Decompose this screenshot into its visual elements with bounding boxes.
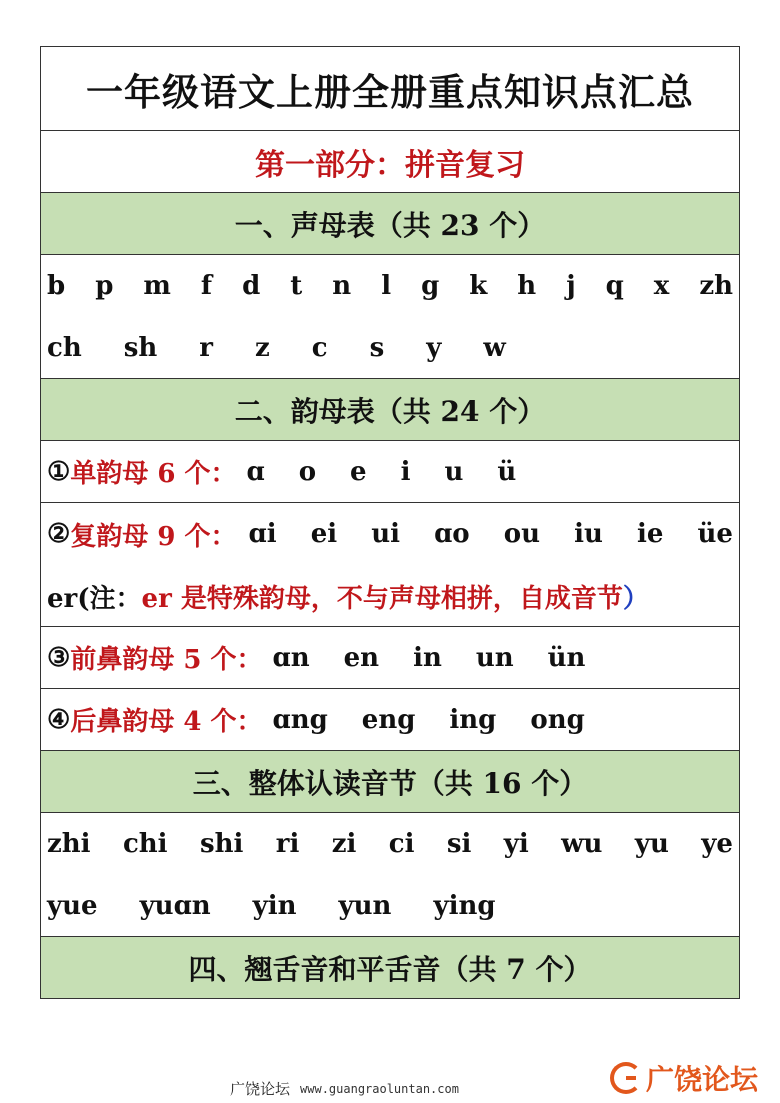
pinyin-item: in [413, 642, 442, 673]
pinyin-item: ü [497, 456, 517, 487]
pinyin-item: yue [47, 891, 98, 921]
pinyin-item: z [254, 333, 270, 363]
pinyin-item: ei [310, 519, 338, 549]
pinyin-item: ɑ [246, 456, 265, 487]
pinyin-item: ün [547, 642, 586, 673]
pinyin-item: k [469, 271, 488, 301]
pinyin-item: ing [449, 704, 497, 735]
syllables-row-1 [41, 813, 739, 875]
item-number: ③ [47, 642, 71, 673]
pinyin-item: zi [331, 829, 357, 859]
item-number: ② [47, 519, 71, 549]
pinyin-item: l [381, 271, 392, 301]
compound-finals-label: 复韵母 9 个： [70, 521, 237, 552]
pinyin-item: shi [199, 829, 244, 859]
footer-site: 广饶论坛 [230, 1080, 291, 1098]
compound-finals-note [41, 565, 739, 627]
pinyin-item: ɑng [272, 704, 328, 735]
pinyin-item: b [47, 271, 66, 301]
compound-finals-label-group [47, 516, 237, 553]
pinyin-item: ci [388, 829, 415, 859]
single-finals-values [247, 457, 551, 487]
pinyin-item: ou [503, 519, 540, 549]
pinyin-item: ong [530, 704, 585, 735]
syllables-row-2 [41, 875, 739, 937]
front-nasal-values [273, 643, 620, 673]
pinyin-item: c [311, 333, 328, 363]
pinyin-item: zh [699, 271, 733, 301]
pinyin-item: si [446, 829, 472, 859]
pinyin-item: i [400, 456, 411, 487]
pinyin-item: en [343, 642, 380, 673]
initials-header: 一、声母表（共 23 个） [41, 193, 739, 255]
retroflex-header: 四、翘舌音和平舌音（共 7 个） [41, 937, 739, 999]
pinyin-item: s [369, 333, 385, 363]
back-nasal-row [41, 689, 739, 751]
finals-header: 二、韵母表（共 24 个） [41, 379, 739, 441]
pinyin-item: g [421, 271, 440, 301]
initials-row-2 [41, 317, 739, 379]
pinyin-item: yin [252, 891, 297, 921]
compound-finals-block [41, 503, 739, 627]
pinyin-item: ye [701, 829, 733, 859]
site-logo [610, 1058, 758, 1098]
logo-text: 广饶论坛 [645, 1063, 758, 1096]
single-finals-label: 单韵母 6 个： [70, 459, 237, 489]
front-nasal-row [41, 627, 739, 689]
pinyin-item: ie [637, 519, 664, 549]
syllables-header: 三、整体认读音节（共 16 个） [41, 751, 739, 813]
pinyin-item: e [350, 456, 367, 487]
pinyin-item: m [143, 271, 171, 301]
initials-block [41, 255, 739, 379]
pinyin-item: eng [361, 704, 416, 735]
syllables-block [41, 813, 739, 937]
pinyin-item: y [426, 333, 442, 363]
pinyin-item: ɑn [272, 642, 310, 673]
pinyin-item: f [200, 271, 213, 301]
pinyin-item: chi [122, 829, 168, 859]
pinyin-item: ri [275, 829, 300, 859]
pinyin-item: p [95, 271, 114, 301]
single-finals-row [41, 441, 739, 503]
pinyin-item: o [298, 456, 317, 487]
pinyin-item: yun [338, 891, 392, 921]
compound-finals-row [41, 503, 739, 565]
back-nasal-values [273, 705, 619, 735]
note-prefix: er(注： [47, 583, 142, 614]
pinyin-item: yuɑn [139, 891, 211, 921]
pinyin-item: x [653, 271, 670, 301]
pinyin-item: sh [123, 333, 158, 363]
knowledge-table [40, 46, 740, 999]
pinyin-item: u [444, 456, 464, 487]
front-nasal-label: 前鼻韵母 5 个： [70, 645, 263, 675]
pinyin-item: q [605, 271, 624, 301]
note-close: ） [622, 583, 649, 614]
pinyin-item: n [332, 271, 352, 301]
pinyin-item: yu [634, 829, 669, 859]
pinyin-item: ui [371, 519, 400, 549]
pinyin-item: ɑi [248, 519, 277, 549]
pinyin-item: wu [561, 829, 603, 859]
pinyin-item: r [199, 333, 213, 363]
pinyin-item: h [517, 271, 537, 301]
part-heading: 第一部分：拼音复习 [41, 131, 739, 193]
item-number: ① [47, 456, 71, 487]
pinyin-item: ying [433, 891, 496, 921]
back-nasal-label: 后鼻韵母 4 个： [70, 707, 263, 737]
pinyin-item: üe [697, 519, 733, 549]
logo-icon [610, 1062, 642, 1094]
pinyin-item: j [566, 271, 576, 301]
note-text: er 是特殊韵母，不与声母相拼，自成音节 [141, 583, 623, 614]
page-title: 一年级语文上册全册重点知识点汇总 [41, 47, 739, 131]
initials-row-1 [41, 255, 739, 317]
pinyin-item: ɑo [434, 519, 470, 549]
pinyin-item: yi [503, 829, 529, 859]
pinyin-item: t [290, 271, 303, 301]
compound-finals-values [249, 519, 733, 549]
pinyin-item: un [475, 642, 514, 673]
item-number: ④ [47, 704, 71, 735]
footer-url[interactable]: www.guangraoluntan.com [300, 1081, 459, 1096]
pinyin-item: iu [574, 519, 603, 549]
pinyin-item: d [242, 271, 261, 301]
pinyin-item: zhi [47, 829, 91, 859]
pinyin-item: ch [47, 333, 82, 363]
footer [230, 1078, 459, 1099]
pinyin-item: w [483, 333, 506, 363]
